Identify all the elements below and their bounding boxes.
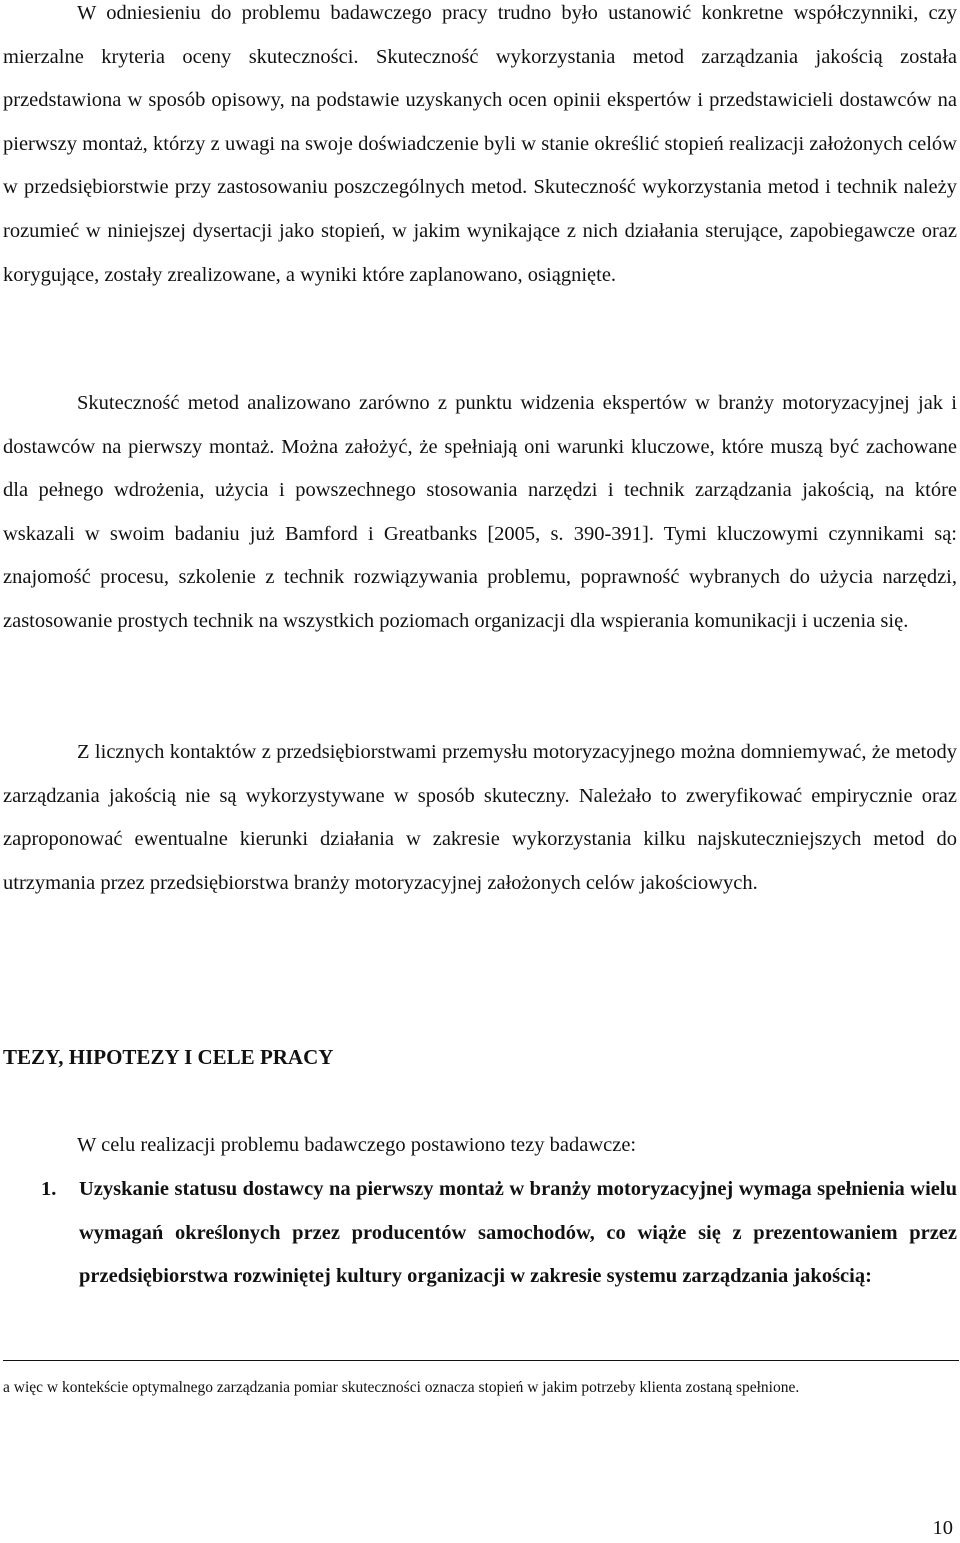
- thesis-text: Uzyskanie statusu dostawcy na pierwszy montaż w branży motoryzacyjnej wymaga spełnienia wielu wymagań określonych przez producentów samochodów, co wiąże się z prezentowaniem przez przedsiębiorstwa rozwiniętej kultury organizacji w zakresie systemu zarządzania jakością:: [79, 1178, 957, 1288]
- page-number: 10: [932, 1517, 953, 1539]
- thesis-item: [41, 1168, 957, 1299]
- body-paragraph-2: Skuteczność metod analizowano zarówno z punktu widzenia ekspertów w branży motoryzacyjnej jak i dostawców na pierwszy montaż. Można założyć, że spełniają oni warunki kluczowe, które muszą być zachowane dla pełnego wdrożenia, użycia i powszechnego stosowania narzędzi i technik zarządzania jakością, na które wskazali w swoim badaniu już Bamford i Greatbanks [2005, s. 390-391]. Tymi kluczowymi czynnikami są: znajomość procesu, szkolenie z technik rozwiązywania problemu, poprawność wybranych do użycia narzędzi, zastosowanie prostych technik na wszystkich poziomach organizacji dla wspierania komunikacji i uczenia się.: [3, 392, 957, 632]
- thesis-number: 1.: [41, 1178, 57, 1200]
- body-paragraph-1: W odniesieniu do problemu badawczego pracy trudno było ustanowić konkretne współczynniki, czy mierzalne kryteria oceny skuteczności. Skuteczność wykorzystania metod zarządzania jakością została przedstawiona w sposób opisowy, na podstawie uzyskanych ocen opinii ekspertów i przedstawicieli dostawców na pierwszy montaż, którzy z uwagi na swoje doświadczenie byli w stanie określić stopień realizacji założonych celów w przedsiębiorstwie przy zastosowaniu poszczególnych metod. Skuteczność wykorzystania metod i technik należy rozumieć w niniejszej dysertacji jako stopień, w jakim wynikające z nich działania sterujące, zapobiegawcze oraz korygujące, zostały zrealizowane, a wyniki które zaplanowano, osiągnięte.: [3, 2, 957, 286]
- thesis-list: [41, 1168, 957, 1299]
- footnote: a więc w kontekście optymalnego zarządzania pomiar skuteczności oznacza stopień w jakim potrzeby klienta zostaną spełnione.: [3, 1379, 800, 1396]
- body-paragraph-3: Z licznych kontaktów z przedsiębiorstwami przemysłu motoryzacyjnego można domniemywać, że metody zarządzania jakością nie są wykorzystywane w sposób skuteczny. Należało to zweryfikować empirycznie oraz zaproponować ewentualne kierunki działania w zakresie wykorzystania kilku najskuteczniejszych metod do utrzymania przez przedsiębiorstwa branży motoryzacyjnej założonych celów jakościowych.: [3, 741, 957, 894]
- footnote-separator: [3, 1360, 959, 1361]
- section-heading: TEZY, HIPOTEZY I CELE PRACY: [3, 1045, 334, 1069]
- intro-sentence: W celu realizacji problemu badawczego postawiono tezy badawcze:: [77, 1134, 637, 1156]
